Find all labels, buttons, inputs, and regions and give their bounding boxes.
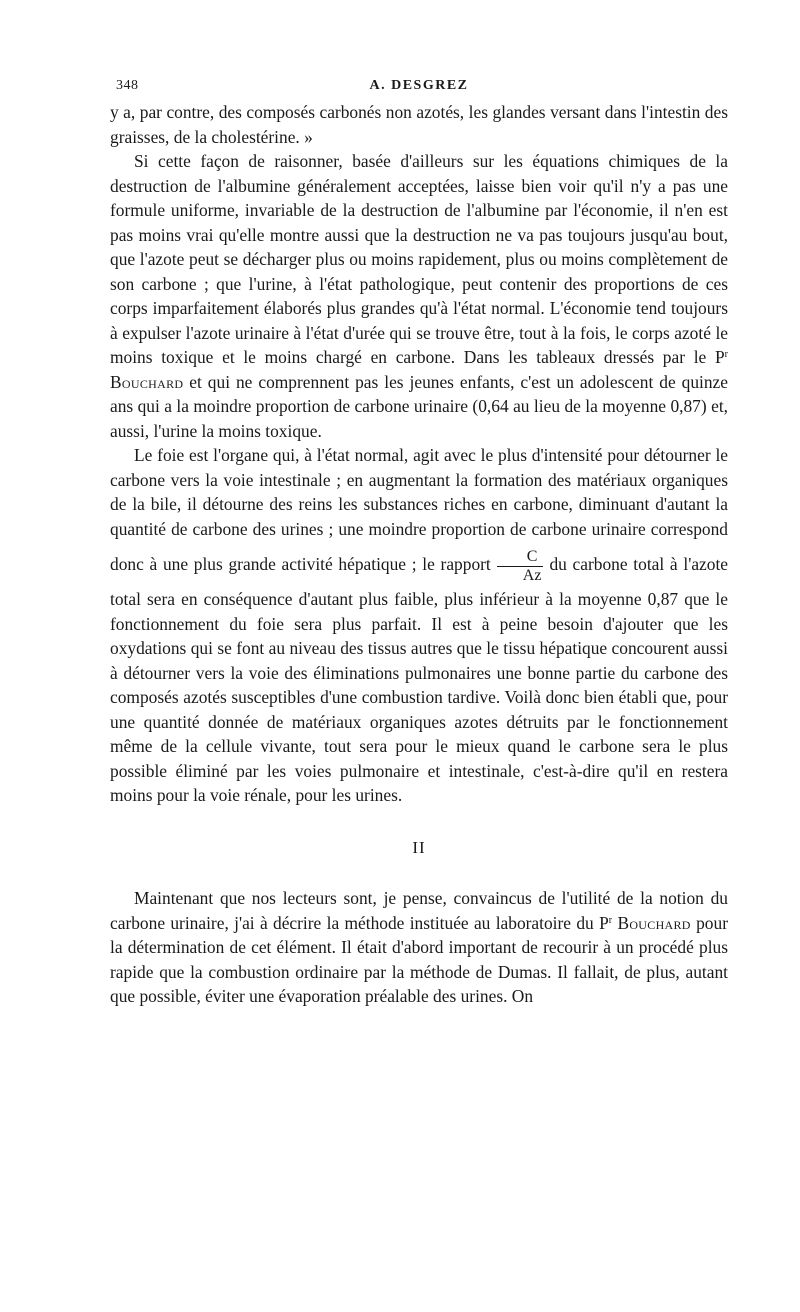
professor-abbr: P (714, 347, 725, 367)
running-title: A. DESGREZ (369, 78, 469, 93)
formula-wrapper (491, 547, 550, 584)
fraction-denominator: Az (522, 566, 542, 584)
paragraph-methode-text-2: pour la détermination de cet élément. Il était d'abord important de recourir à un procédé plus rapide que la combustion ordinaire par la méthode de Dumas. Il fallait, de plus, autant que possible, éviter une évaporation préalable des urines. On (110, 912, 728, 1006)
section-heading: II (412, 837, 426, 857)
fraction-numerator: C (497, 548, 544, 567)
document-page (110, 78, 728, 1009)
paragraph-continuation-text: y a, par contre, des composés carbonés non azotés, les glandes versant dans l'intestin des graisses, de la cholestérine. » (110, 102, 728, 147)
professor-sup-2: r (608, 914, 613, 926)
professor-sup: r (724, 349, 728, 360)
running-header (110, 78, 728, 100)
author-name-bouchard: Bouchard (110, 371, 184, 392)
fraction-c-az (497, 548, 544, 585)
paragraph-albumine-text-2: et qui ne comprennent pas les jeunes enfants, c'est un adolescent de quinze ans qui a la moindre proportion de carbone urinaire (0,64 au lieu de la moyenne 0,87) et, aussi, l'urine la moins toxique. (110, 371, 728, 441)
page-number: 348 (116, 78, 139, 93)
paragraph-albumine-text-1: Si cette façon de raisonner, basée d'ailleurs sur les équations chimiques de la destruction de l'albumine généralement acceptées, laisse bien voir qu'il n'y a pas une formule uniforme, invariable de la destruction de l'albumine par l'économie, il n'en est pas moins vrai qu'elle montre aussi que la destruction ne va pas toujours jusqu'au bout, que l'azote peut se décharger plus ou moins rapidement, plus ou moins complètement de son carbone ; que l'urine, à l'état pathologique, peut contenir des proportions de ces corps imparfaitement élaborés plus grandes qu'à l'état normal. L'économie tend toujours à expulser l'azote urinaire à l'état d'urée qui se trouve être, tout à la fois, le corps azoté le moins toxique et le moins chargé en carbone. Dans les tableaux dressés par le (110, 151, 728, 367)
professor-title-2 (599, 913, 612, 933)
paragraph-foie-text-2: du carbone total à l'azote total sera en conséquence d'autant plus faible, plus inférieur à la moyenne 0,87 que le fonctionnement du foie sera plus parfait. Il est à peine besoin d'ajouter que les oxydations qui se font au niveau des tissus autres que le tissu hépatique concourent aussi à détourner vers la voie des éliminations pulmonaires une bonne partie du carbone des composés azotés susceptibles d'une combustion tardive. Voilà donc bien établi que, pour une quantité donnée de matériaux organiques azotes détruits par le fonctionnement même de la cellule vivante, tout sera pour le mieux quand le carbone sera le plus possible éliminé par les voies pulmonaire et intestinale, c'est-à-dire qu'il en restera moins pour la voie rénale, pour les urines. (110, 554, 729, 805)
body-text (110, 100, 728, 1009)
professor-abbr-2: P (599, 912, 609, 933)
author-name-bouchard-2: Bouchard (617, 912, 691, 933)
paragraph-continuation (110, 100, 728, 149)
paragraph-methode-text-1: Maintenant que nos lecteurs sont, je pense, convaincus de l'utilité de la notion du carbone urinaire, j'ai à décrire la méthode instituée au laboratoire du (110, 888, 728, 933)
professor-title (715, 347, 728, 367)
paragraph-foie-text-1: Le foie est l'organe qui, à l'état normal, agit avec le plus d'intensité pour détourner le carbone vers la voie intestinale ; en augmentant la formation des matériaux organiques de la bile, il détourne des reins les substances riches en carbone, diminuant d'autant la quantité de carbone des urines ; une moindre proportion de carbone urinaire correspond donc à une plus grande activité hépatique ; le rapport (110, 445, 728, 574)
paragraph-foie (110, 443, 728, 808)
paragraph-methode (110, 886, 728, 1009)
paragraph-albumine (110, 149, 728, 443)
